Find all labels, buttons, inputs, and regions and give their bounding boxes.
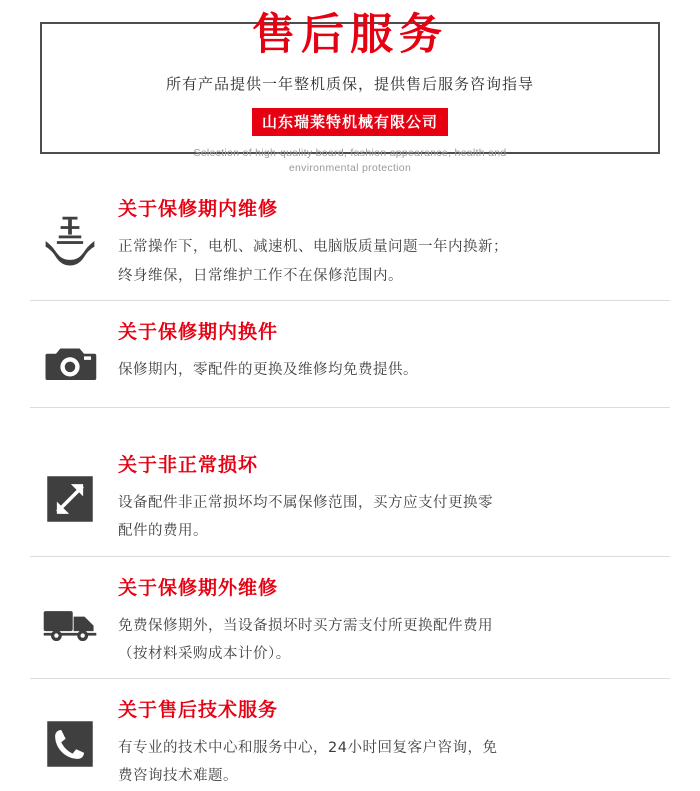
service-item (0, 313, 700, 397)
service-item-icon-cell (22, 446, 118, 530)
service-item-title: 关于售后技术服务 (118, 699, 279, 722)
service-item-text-line1: 设备配件非正常损坏均不属保修范围，买方应支付更换零 (118, 494, 493, 511)
hands-holding-certificate-icon (39, 212, 101, 274)
service-item-icon-cell (22, 691, 118, 775)
service-item-text-line1: 有专业的技术中心和服务中心，24小时回复客户咨询，免 (118, 740, 498, 757)
service-item (0, 569, 700, 669)
service-item-body (118, 569, 666, 669)
service-item-text-line1: 保修期内，零配件的更换及维修均免费提供。 (118, 361, 418, 378)
section-spacer (0, 420, 700, 446)
item-divider (30, 556, 670, 557)
service-item-icon-cell (22, 190, 118, 274)
page-title: 售后服务 (252, 10, 448, 60)
service-item-body (118, 446, 666, 546)
service-item-text-line1: 正常操作下，电机、减速机、电脑版质量问题一年内换新； (118, 239, 508, 256)
service-item-list (0, 182, 700, 790)
service-item-text-line2: 配件的费用。 (118, 523, 208, 540)
item-divider (30, 407, 670, 408)
service-item-text-line2: （按材料采购成本计价）。 (118, 645, 291, 662)
service-item (0, 691, 700, 791)
company-name-badge: 山东瑞莱特机械有限公司 (252, 108, 448, 136)
service-item-body (118, 691, 666, 791)
item-divider (30, 678, 670, 679)
english-tagline-line2: environmental protection (288, 162, 412, 175)
service-item-title: 关于保修期内换件 (118, 320, 279, 343)
english-tagline-line1: Selection of high-quality board, fashion appearance, health and (193, 147, 507, 159)
item-divider (30, 300, 670, 301)
service-item-icon-cell (22, 313, 118, 397)
service-item-title: 关于非正常损坏 (118, 453, 259, 476)
service-item-title: 关于保修期外维修 (118, 576, 279, 599)
service-item-text-line1: 免费保修期外，当设备损坏时买方需支付所更换配件费用 (118, 617, 493, 634)
service-item-title: 关于保修期内维修 (118, 198, 279, 221)
service-item-text-line2: 终身维保，日常维护工作不在保修范围内。 (118, 267, 403, 284)
service-item-icon-cell (22, 569, 118, 653)
diagonal-arrows-icon (39, 468, 101, 530)
page-subtitle: 所有产品提供一年整机质保，提供售后服务咨询指导 (165, 75, 534, 93)
camera-icon (39, 335, 101, 397)
service-item (0, 190, 700, 290)
page-header (0, 0, 700, 182)
service-item-body (118, 190, 666, 290)
service-item-body (118, 313, 666, 384)
service-item-text-line2: 费咨询技术难题。 (118, 768, 238, 785)
delivery-truck-icon (39, 591, 101, 653)
telephone-icon (39, 713, 101, 775)
service-item (0, 446, 700, 546)
